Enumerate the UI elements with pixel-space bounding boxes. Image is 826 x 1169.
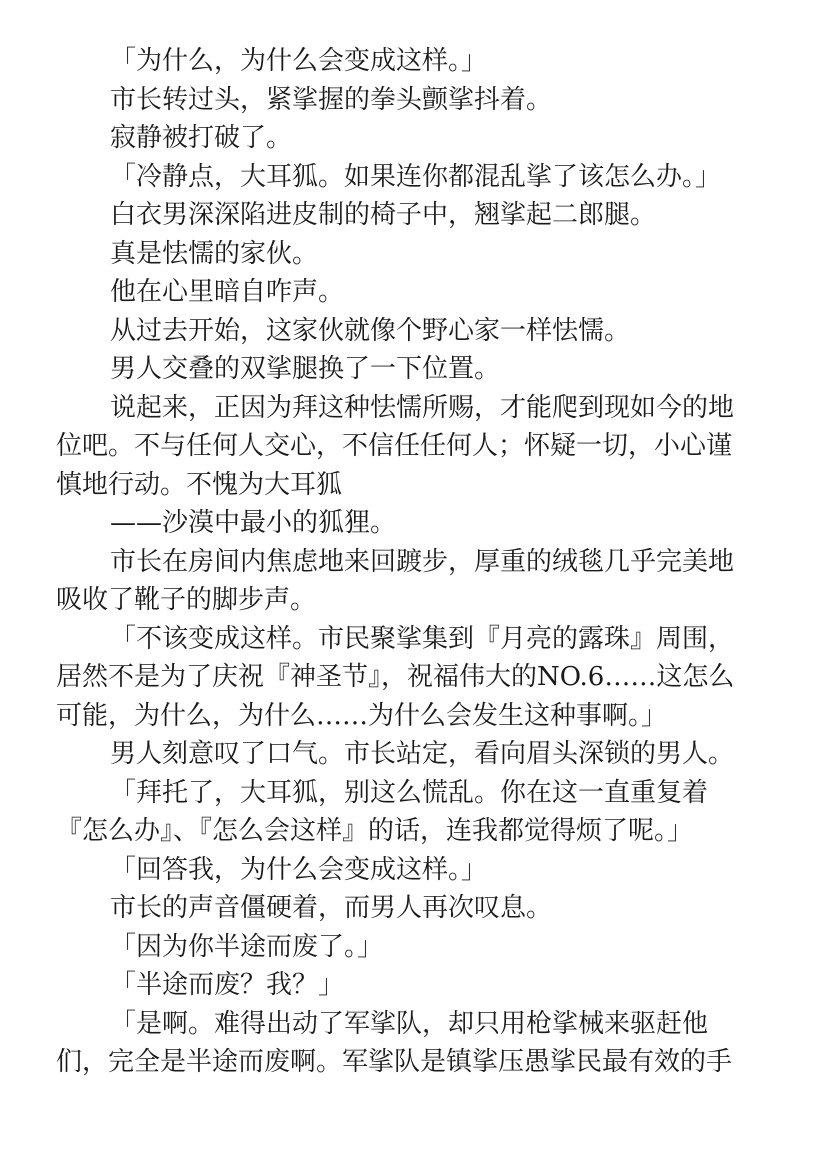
text-line: 男人交叠的双挲腿换了一下位置。 [110, 354, 501, 384]
text-line: 男人刻意叹了口气。市长站定，看向眉头深锁的男人。 [110, 739, 735, 769]
text-line: 说起来，正因为拜这种怯懦所赐，才能爬到现如今的地 [110, 392, 735, 423]
text-line: 市长在房间内焦虑地来回踱步，厚重的绒毯几乎完美地 [110, 546, 735, 577]
text-line: 「拜托了，大耳狐，别这么慌乱。你在这一直重复着 [110, 777, 709, 808]
text-line: 市长的声音僵硬着，而男人再次叹息。 [110, 893, 553, 923]
text-line: 慎地行动。不愧为大耳狐 [56, 469, 343, 500]
text-line: 们，完全是半途而废啊。军挲队是镇挲压愚挲民最有效的手 [56, 1047, 733, 1077]
text-line: 市长转过头，紧挲握的拳头颤挲抖着。 [110, 84, 553, 115]
text-line: 白衣男深深陷进皮制的椅子中，翘挲起二郎腿。 [110, 200, 657, 230]
text-line: ——沙漠中最小的狐狸。 [110, 508, 397, 538]
text-line: 『怎么办』、『怎么会这样』的话，连我都觉得烦了呢。」 [56, 816, 694, 846]
text-line: 他在心里暗自咋声。 [110, 277, 345, 307]
text-line: 可能，为什么，为什么……为什么会发生这种事啊。」 [56, 700, 668, 731]
text-line: 「半途而废？我？」 [110, 970, 345, 1000]
text-line: 「不该变成这样。市民聚挲集到『月亮的露珠』周围， [110, 623, 735, 654]
text-line: 吸收了靴子的脚步声。 [56, 585, 317, 615]
text-line: 「冷静点，大耳狐。如果连你都混乱挲了该怎么办。」 [110, 161, 722, 192]
text-line: 位吧。不与任何人交心，不信任任何人；怀疑一切，小心谨 [56, 431, 733, 461]
text-line: 「为什么，为什么会变成这样。」 [110, 46, 488, 76]
body-text [56, 42, 756, 1082]
text-line: 「回答我，为什么会变成这样。」 [110, 854, 488, 885]
text-line: 「是啊。难得出动了军挲队，却只用枪挲械来驱赶他 [110, 1008, 709, 1039]
text-line: 从过去开始，这家伙就像个野心家一样怯懦。 [110, 315, 631, 346]
text-line: 居然不是为了庆祝『神圣节』，祝福伟大的NO.6……这怎么 [56, 662, 735, 692]
text-line: 寂静被打破了。 [110, 123, 293, 153]
text-line: 真是怯懦的家伙。 [110, 238, 319, 269]
text-line: 「因为你半途而废了。」 [110, 931, 384, 962]
